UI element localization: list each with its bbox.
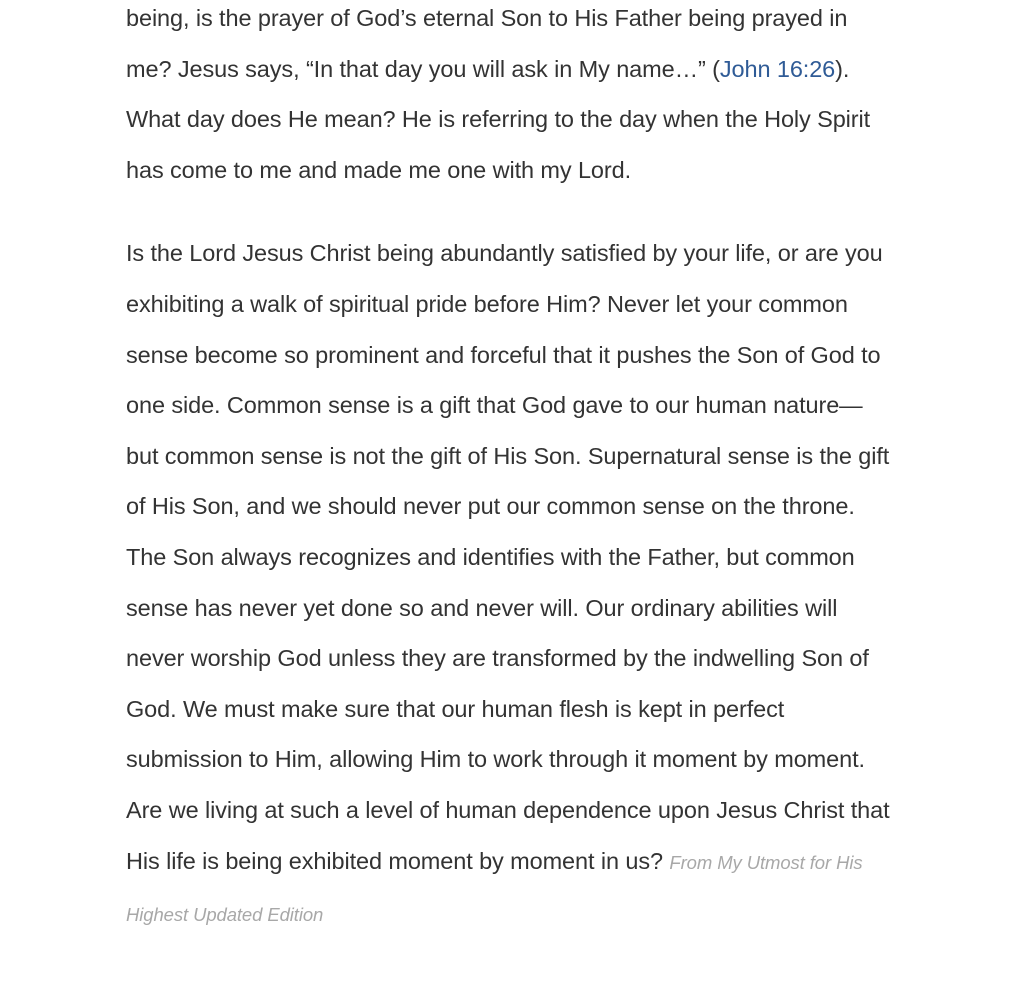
paragraph-1-text-after-link: ). What day does He mean? He is referring to the day when the Holy Spirit has come to me and made me one with my Lord.	[126, 55, 871, 183]
scripture-link-john-16-26[interactable]: John 16:26	[719, 55, 836, 82]
paragraph-1	[126, 0, 896, 195]
paragraph-2-text: Is the Lord Jesus Christ being abundantly satisfied by your life, or are you exhibiting a walk of spiritual pride before Him? Never let your common sense become so prominent and forceful that it pushes the Son of God to one side. Common sense is a gift that God gave to our human nature— but common sense is not the gift of His Son. Supernatural sense is the gift of His Son, and we should never put our common sense on the throne. The Son always recognizes and identifies with the Father, but common sense has never yet done so and never will. Our ordinary abilities will never worship God unless they are transformed by the indwelling Son of God. We must make sure that our human flesh is kept in perfect submission to Him, allowing Him to work through it moment by moment. Are we living at such a level of human dependence upon Jesus Christ that His life is being exhibited moment by moment in us?	[126, 240, 890, 874]
article-body	[126, 0, 896, 941]
paragraph-2	[126, 228, 896, 940]
paragraph-1-text-before-link: being, is the prayer of God’s eternal Son to His Father being prayed in me? Jesus says, “In that day you will ask in My name…” (	[126, 5, 848, 82]
source-attribution: From My Utmost for His Highest Updated Edition	[126, 851, 863, 926]
